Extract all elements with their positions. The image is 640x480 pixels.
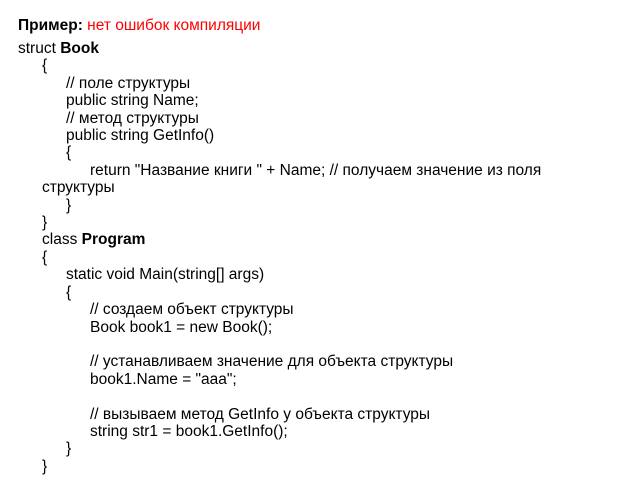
code-line-comment-set: // устанавливаем значение для объекта структуры <box>90 353 454 371</box>
heading-note: нет ошибок компиляции <box>87 17 261 34</box>
code-line-method-decl: public string GetInfo() <box>66 127 215 145</box>
code-line-class <box>18 231 624 248</box>
code-line-method-close: } <box>66 196 72 214</box>
code-line-main-close: } <box>66 440 72 458</box>
code-line-class-close: } <box>42 457 48 475</box>
code-line-comment-field: // поле структуры <box>66 74 191 92</box>
code-line-method-open: { <box>66 144 72 162</box>
code-line-struct-close: } <box>42 214 48 232</box>
code-line-create: Book book1 = new Book(); <box>90 318 273 336</box>
code-line-blank <box>18 336 624 353</box>
return-line-part1: return "Название книги " + Name; // получаем значение из поля <box>90 161 542 179</box>
code-line-struct <box>18 40 624 57</box>
struct-name: Book <box>60 40 99 57</box>
code-line-comment-method: // метод структуры <box>66 109 199 127</box>
code-line-comment-create: // создаем объект структуры <box>90 301 294 319</box>
code-line-return <box>18 162 624 197</box>
code-line-set: book1.Name = "aaa"; <box>90 370 237 388</box>
code-line-field-decl: public string Name; <box>66 92 199 110</box>
heading-label: Пример: <box>18 17 83 34</box>
code-line-main-open: { <box>66 283 72 301</box>
slide-heading <box>18 16 260 36</box>
struct-keyword: struct <box>18 40 56 57</box>
code-line-class-open: { <box>42 248 48 266</box>
code-line-blank <box>18 388 624 405</box>
return-line-part2: структуры <box>42 179 115 197</box>
code-line-main-decl: static void Main(string[] args) <box>66 266 265 284</box>
code-line-struct-open: { <box>42 57 48 75</box>
class-name: Program <box>81 231 146 249</box>
code-listing <box>18 40 624 475</box>
code-line-call: string str1 = book1.GetInfo(); <box>90 422 288 440</box>
class-keyword: class <box>42 231 78 249</box>
code-line-comment-call: // вызываем метод GetInfo у объекта структуры <box>90 405 431 423</box>
